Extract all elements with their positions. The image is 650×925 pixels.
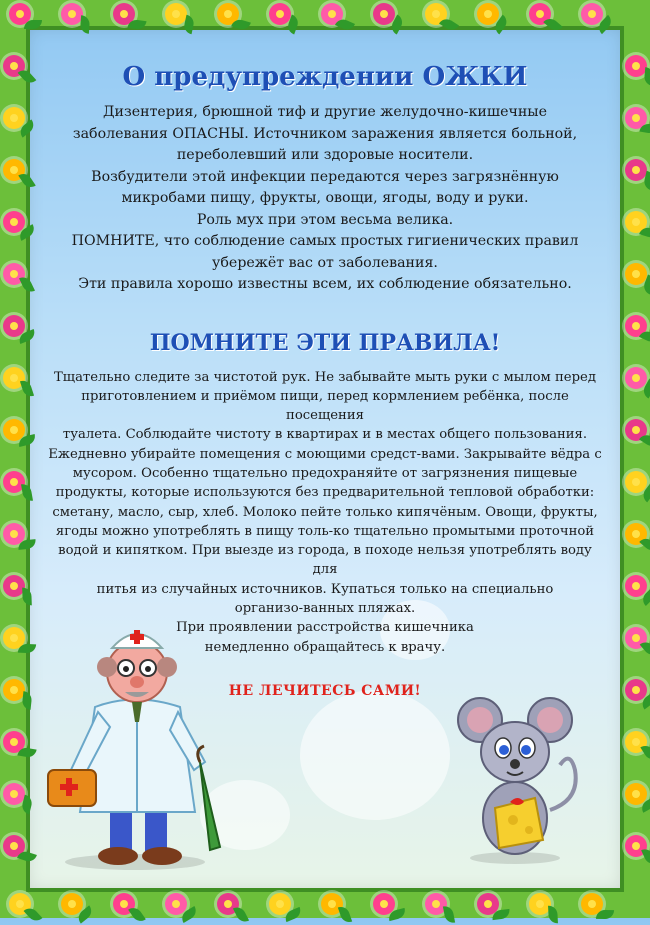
border-flower-icon — [625, 471, 647, 493]
rules-line: ягоды можно употреблять в пищу толь-ко тщательно промытыми проточной — [55, 523, 595, 539]
border-flower-icon — [3, 783, 25, 805]
intro-line: переболевший или здоровые носители. — [176, 147, 474, 163]
rules-line: немедленно обращайтесь к врачу. — [204, 639, 446, 655]
border-flower-icon — [373, 3, 395, 25]
border-flower-icon — [477, 3, 499, 25]
border-flower-icon — [269, 3, 291, 25]
rules-line: туалета. Соблюдайте чистоту в квартирах и в местах общего пользования. — [62, 427, 588, 443]
rules-line: приготовлением и приёмом пищи, перед кормлением ребёнка, после посещения — [81, 388, 569, 424]
border-flower-icon — [625, 367, 647, 389]
rules-line: продукты, которые используются без предварительной тепловой обработки: — [55, 485, 595, 501]
intro-line: ПОМНИТЕ, что соблюдение самых простых гигиенических правил — [71, 233, 579, 249]
mouse-illustration — [455, 690, 585, 865]
poster-content — [48, 62, 602, 699]
intro-line: микробами пищу, фрукты, овощи, ягоды, воду и руки. — [121, 190, 529, 206]
rules-heading: ПОМНИТЕ ЭТИ ПРАВИЛА! — [149, 329, 501, 356]
rules-line: мусором. Особенно тщательно предохраняйте от загрязнения пищевые — [72, 465, 578, 481]
intro-line: Эти правила хорошо известны всем, их соблюдение обязательно. — [78, 276, 572, 292]
warning-text: НЕ ЛЕЧИТЕСЬ САМИ! — [228, 682, 422, 699]
rules-line: организо-ванных пляжах. — [234, 601, 416, 617]
rules-line: При проявлении расстройства кишечника — [176, 620, 474, 636]
intro-text — [48, 102, 602, 296]
rules-line: питья из случайных источников. Купаться только на специально — [96, 581, 554, 597]
rules-line: Ежедневно убирайте помещения с моющими средст-вами. Закрывайте вёдра с — [48, 446, 602, 462]
border-flower-icon — [625, 159, 647, 181]
border-flower-icon — [165, 3, 187, 25]
intro-line: Роль мух при этом весьма велика. — [196, 211, 454, 228]
rules-line: Тщательно следите за чистотой рук. Не забывайте мыть руки с мылом перед — [54, 369, 596, 385]
doctor-illustration — [40, 612, 250, 872]
rules-line: сметану, масло, сыр, хлеб. Молоко пейте только кипячёным. Овощи, фрукты, — [52, 504, 598, 520]
intro-line: заболевания ОПАСНЫ. Источником заражения является больной, — [72, 125, 578, 142]
intro-line: убережёт вас от заболевания. — [212, 254, 438, 271]
intro-line: Возбудители этой инфекции передаются через загрязнённую — [91, 168, 559, 185]
page-title: О предупреждении ОЖКИ — [122, 62, 528, 92]
rules-line: водой и кипятком. При выезде из города, в походе нельзя употреблять воду для — [58, 543, 592, 578]
intro-line: Дизентерия, брюшной тиф и другие желудочно-кишечные — [103, 104, 547, 120]
border-flower-icon — [625, 263, 647, 285]
